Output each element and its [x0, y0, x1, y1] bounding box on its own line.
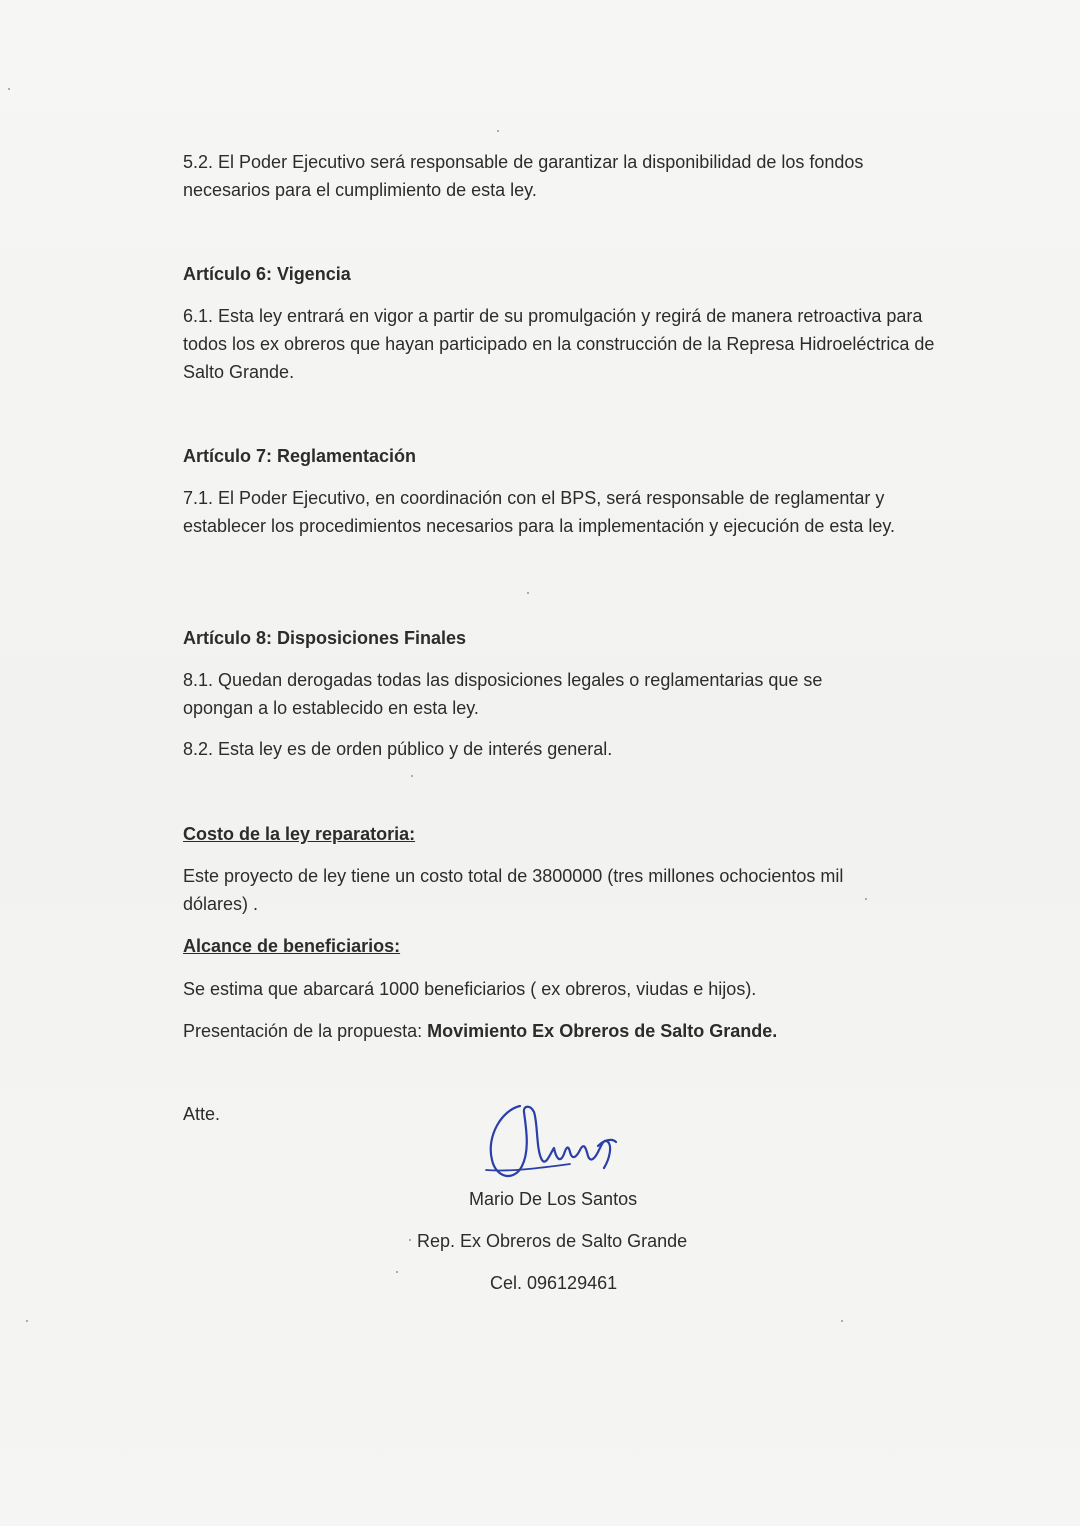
proposal-label: Presentación de la propuesta: [183, 1021, 428, 1041]
scan-speck [8, 88, 10, 90]
article-6-paragraph-1: 6.1. Esta ley entrará en vigor a partir de su promulgación y regirá de manera retroactiva para todos los ex obreros que hayan participado en la construcción de la Represa Hidroeléctrica de Salto Grande. [183, 306, 935, 382]
scan-speck [396, 1271, 398, 1273]
scan-speck [497, 130, 499, 132]
article-8-heading: Artículo 8: Disposiciones Finales [183, 628, 467, 648]
scan-speck [411, 775, 413, 777]
scope-heading: Alcance de beneficiarios: [183, 936, 401, 956]
article-7-heading: Artículo 7: Reglamentación [183, 446, 417, 466]
proposal-line [183, 1017, 943, 1045]
scope-text: Se estima que abarcará 1000 beneficiarios ( ex obreros, viudas e hijos). [183, 979, 757, 999]
signer-role: Rep. Ex Obreros de Salto Grande [417, 1231, 688, 1251]
scan-speck [527, 592, 529, 594]
cost-heading: Costo de la ley reparatoria: [183, 824, 416, 844]
scan-speck [865, 898, 867, 900]
closing: Atte. [183, 1104, 221, 1124]
handwritten-signature [480, 1098, 630, 1193]
signer-phone: Cel. 096129461 [490, 1273, 618, 1293]
article-7-paragraph-1: 7.1. El Poder Ejecutivo, en coordinación con el BPS, será responsable de reglamentar y establecer los procedimientos necesarios para la implementación y ejecución de esta ley. [183, 488, 896, 536]
article-6-heading: Artículo 6: Vigencia [183, 264, 351, 284]
proposal-value: Movimiento Ex Obreros de Salto Grande. [427, 1021, 778, 1041]
scan-speck [26, 1320, 28, 1322]
scan-speck [409, 1239, 411, 1241]
article-8-paragraph-1: 8.1. Quedan derogadas todas las disposiciones legales o reglamentarias que se opongan a lo establecido en esta ley. [183, 670, 823, 718]
article-8-paragraph-2: 8.2. Esta ley es de orden público y de interés general. [183, 739, 613, 759]
scan-speck [841, 1320, 843, 1322]
article-5-paragraph-2: 5.2. El Poder Ejecutivo será responsable de garantizar la disponibilidad de los fondos necesarios para el cumplimiento de esta ley. [183, 152, 864, 200]
cost-text: Este proyecto de ley tiene un costo total de 3800000 (tres millones ochocientos mil dólares) . [183, 866, 844, 914]
signer-name: Mario De Los Santos [469, 1189, 638, 1209]
